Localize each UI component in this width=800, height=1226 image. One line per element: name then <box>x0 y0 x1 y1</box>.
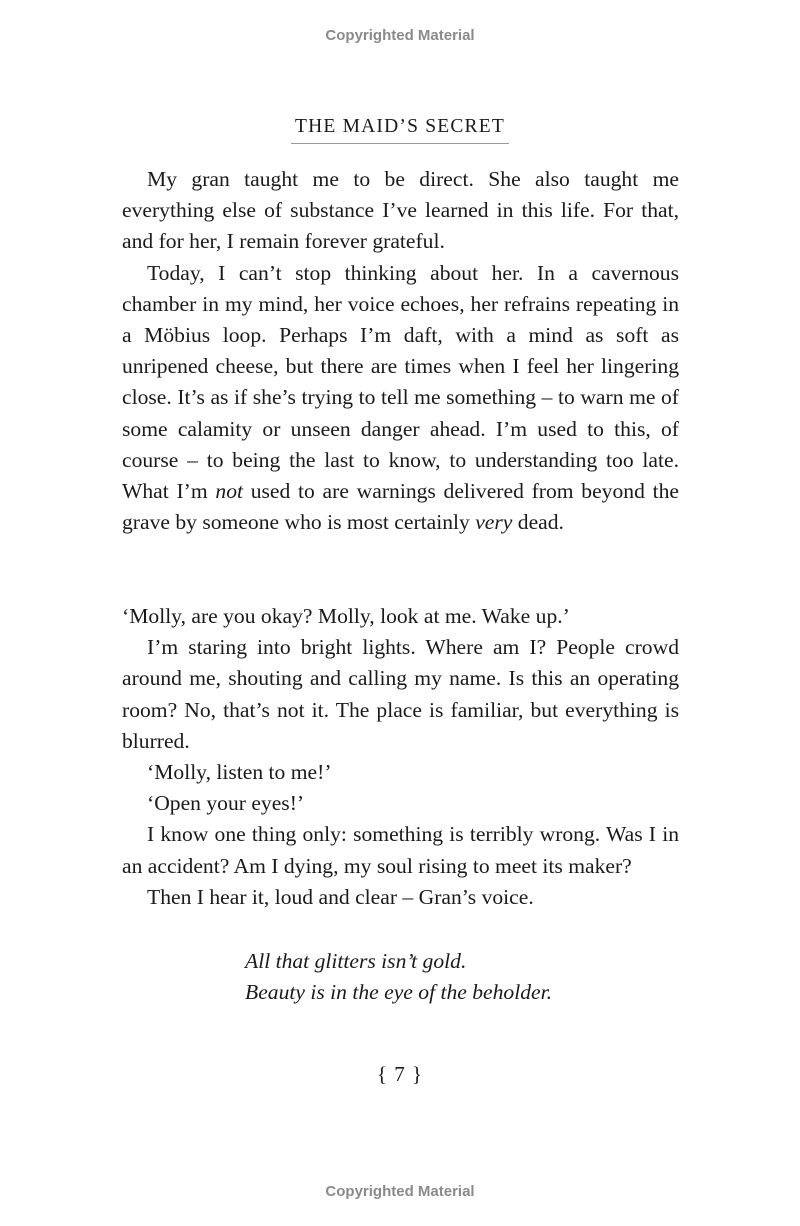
italic-epigraph <box>245 946 552 1008</box>
paragraph-text: used to are warnings delivered from beyond the grave by someone who is most certainly <box>122 479 679 535</box>
emphasis-not: not <box>215 479 243 504</box>
epigraph-line: All that glitters isn’t gold. <box>245 949 467 973</box>
copyright-watermark-bottom: Copyrighted Material <box>325 1183 475 1200</box>
page-number: { 7 } <box>376 1062 424 1086</box>
paragraph: My gran taught me to be direct. She also taught me everything else of substance I’ve learned in this life. For that, and for her, I remain forever grateful. <box>122 167 679 254</box>
paragraph: I know one thing only: something is terribly wrong. Was I in an accident? Am I dying, my soul rising to meet its maker? <box>122 822 679 878</box>
paragraph: ‘Molly, are you okay? Molly, look at me. Wake up.’ <box>122 604 570 628</box>
emphasis-very: very <box>475 510 513 535</box>
body-text-section-2 <box>122 601 679 913</box>
body-text-section-1 <box>122 164 679 538</box>
epigraph-line: Beauty is in the eye of the beholder. <box>245 980 553 1004</box>
running-head <box>0 116 800 144</box>
paragraph-text: dead. <box>512 510 564 535</box>
paragraph: ‘Molly, listen to me!’ <box>147 760 332 785</box>
paragraph: I’m staring into bright lights. Where am I? People crowd around me, shouting and calling my name. Is this an operating room? No, that’s not it. The place is familiar, but everything is blurred. <box>122 635 679 753</box>
running-head-title: THE MAID’S SECRET <box>291 116 509 144</box>
paragraph: Then I hear it, loud and clear – Gran’s voice. <box>147 884 534 909</box>
paragraph-text: Today, I can’t stop thinking about her. In a cavernous chamber in my mind, her voice echoes, her refrains repeating in a Möbius loop. Perhaps I’m daft, with a mind as soft as unripened cheese, but there are times when I feel her lingering close. It’s as if she’s trying to tell me something – to warn me of some calamity or unseen danger ahead. I’m used to this, of course – to being the last to know, to understanding too late. What I’m <box>122 260 679 504</box>
copyright-watermark-top: Copyrighted Material <box>325 27 475 44</box>
paragraph: ‘Open your eyes!’ <box>147 791 305 816</box>
paragraph <box>122 258 679 539</box>
